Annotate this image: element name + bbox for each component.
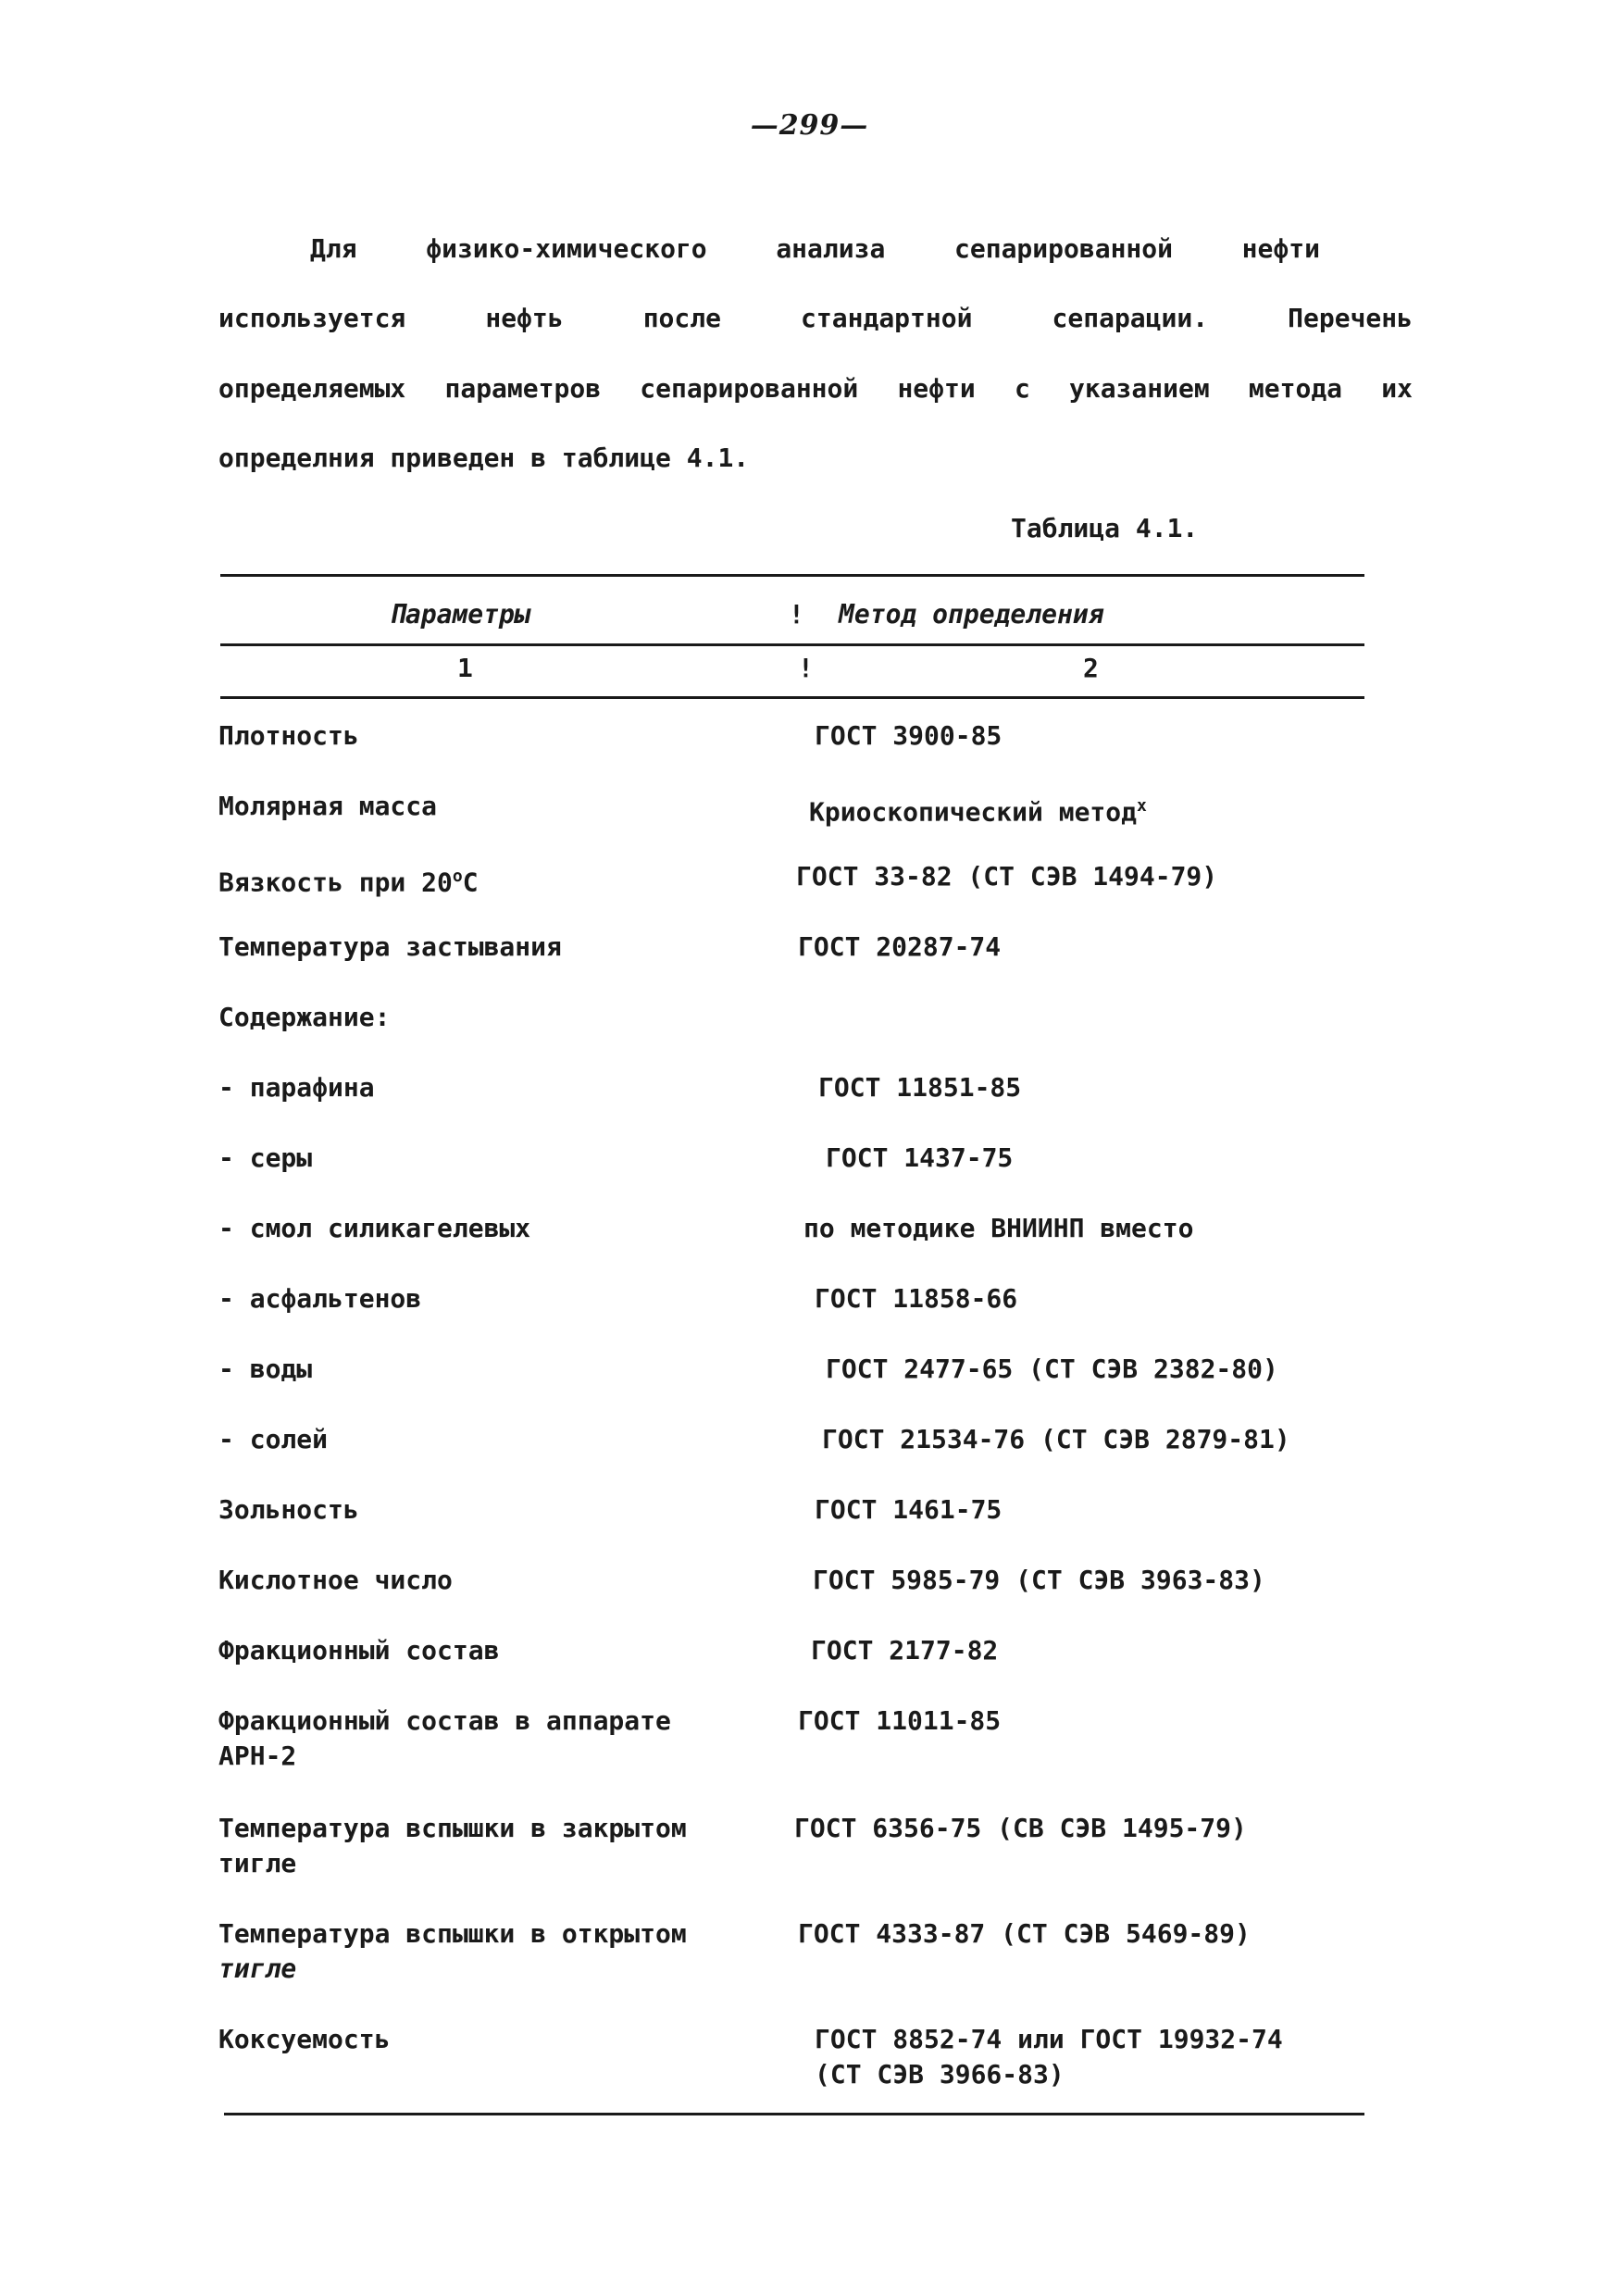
intro-line-4: определния приведен в таблице 4.1. <box>218 443 750 473</box>
intro-word: после <box>642 303 721 333</box>
page-number: —299— <box>750 109 869 142</box>
intro-word: Для <box>310 233 357 264</box>
param-cell: Кислотное число <box>218 1565 453 1595</box>
param-cell: - смол силикагелевых <box>218 1213 531 1243</box>
method-text: Криоскопический метод <box>809 796 1138 828</box>
param-cell-line2: АРН-2 <box>218 1741 297 1771</box>
intro-word: нефти <box>1241 233 1320 264</box>
param-cell: - серы <box>218 1142 313 1173</box>
param-cell: Молярная масса <box>218 791 438 821</box>
header-method: Метод определения <box>839 599 1104 630</box>
method-cell <box>809 789 1147 830</box>
degree-mark: о <box>452 867 463 886</box>
param-cell: Зольность <box>218 1494 359 1525</box>
param-cell-line2: тигле <box>218 1848 297 1878</box>
intro-word: определяемых <box>218 373 406 404</box>
param-cell: Температура вспышки в открытом <box>218 1918 687 1949</box>
method-cell: ГОСТ 11851-85 <box>818 1072 1022 1103</box>
method-cell-line2: (СТ СЭВ 3966-83) <box>815 2059 1065 2090</box>
intro-word: анализа <box>776 233 886 264</box>
intro-line-2 <box>218 303 1413 333</box>
intro-word: стандартной <box>801 303 973 333</box>
table-header-rule <box>220 643 1364 646</box>
method-cell: ГОСТ 1437-75 <box>826 1142 1014 1173</box>
intro-word: с <box>1014 373 1030 404</box>
method-cell: ГОСТ 3900-85 <box>815 720 1003 751</box>
table-top-rule <box>220 574 1364 577</box>
intro-word: Перечень <box>1288 303 1413 333</box>
param-cell: Плотность <box>218 720 359 751</box>
intro-word: нефти <box>897 373 976 404</box>
param-cell: - воды <box>218 1354 313 1384</box>
param-cell: Температура застывания <box>218 931 562 962</box>
param-cell: Фракционный состав в аппарате <box>218 1705 671 1736</box>
intro-line-1 <box>310 233 1320 264</box>
param-cell: - парафина <box>218 1072 375 1103</box>
param-cell: - асфальтенов <box>218 1283 422 1314</box>
method-cell: ГОСТ 2177-82 <box>811 1635 999 1666</box>
param-cell <box>218 859 479 900</box>
header-parameters: Параметры <box>390 599 530 630</box>
intro-word: сепарированной <box>954 233 1174 264</box>
method-cell: ГОСТ 20287-74 <box>798 931 1002 962</box>
method-cell: ГОСТ 33-82 (СТ СЭВ 1494-79) <box>796 861 1218 892</box>
intro-word: указанием <box>1068 373 1210 404</box>
intro-word: нефть <box>485 303 564 333</box>
method-cell: ГОСТ 4333-87 (СТ СЭВ 5469-89) <box>798 1918 1251 1949</box>
param-cell: Коксуемость <box>218 2024 391 2054</box>
method-cell: ГОСТ 11858-66 <box>815 1283 1018 1314</box>
intro-word: используется <box>218 303 406 333</box>
method-cell: ГОСТ 11011-85 <box>798 1705 1002 1736</box>
column-number-1: 1 <box>457 653 473 683</box>
param-cell-line2: тигле <box>218 1953 297 1984</box>
method-cell: ГОСТ 1461-75 <box>815 1494 1003 1525</box>
intro-line-3 <box>218 373 1413 404</box>
table-bottom-rule <box>224 2113 1364 2115</box>
param-cell: Фракционный состав <box>218 1635 500 1666</box>
method-cell: ГОСТ 2477-65 (СТ СЭВ 2382-80) <box>826 1354 1278 1384</box>
param-cell: - солей <box>218 1424 329 1454</box>
method-cell: ГОСТ 6356-75 (СВ СЭВ 1495-79) <box>794 1813 1247 1843</box>
intro-word: сепарированной <box>640 373 859 404</box>
column-number-2: 2 <box>1083 653 1099 683</box>
intro-word: сепарации. <box>1052 303 1209 333</box>
method-cell: по методике ВНИИНП вместо <box>803 1213 1194 1243</box>
method-cell: ГОСТ 8852-74 или ГОСТ 19932-74 <box>815 2024 1283 2054</box>
header-separator: ! <box>789 599 804 630</box>
table-caption: Таблица 4.1. <box>1011 513 1199 543</box>
intro-word: их <box>1381 373 1413 404</box>
param-text: Вязкость при 20 <box>218 867 453 898</box>
table-numbering-rule <box>220 696 1364 699</box>
param-cell: Температура вспышки в закрытом <box>218 1813 687 1843</box>
intro-word: параметров <box>444 373 602 404</box>
numbering-separator: ! <box>798 653 814 683</box>
intro-word: физико-химического <box>426 233 707 264</box>
footnote-mark: х <box>1137 796 1147 816</box>
method-cell: ГОСТ 5985-79 (СТ СЭВ 3963-83) <box>813 1565 1265 1595</box>
param-unit: С <box>462 867 479 898</box>
intro-word: метода <box>1248 373 1343 404</box>
param-cell: Содержание: <box>218 1002 391 1032</box>
method-cell: ГОСТ 21534-76 (СТ СЭВ 2879-81) <box>822 1424 1290 1454</box>
